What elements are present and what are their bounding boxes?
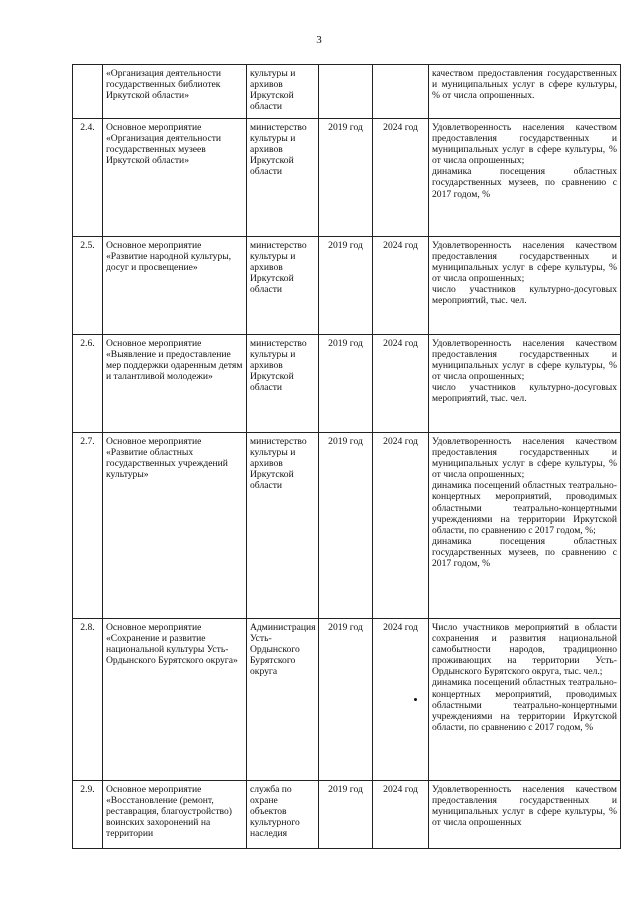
stray-dot-mark [414,698,417,701]
start-year: 2019 год [319,237,373,335]
table-body [73,65,621,849]
indicators [429,65,621,119]
indicator-text: число участников культурно-досуговых мероприятий, тыс. чел. [432,382,617,405]
executor: министерство культуры и архивов Иркутской области [247,335,319,433]
start-year: 2019 год [319,619,373,781]
indicator-text: динамика посещений областных театрально-концертных мероприятий, проводимых областными театрально-концертными учреждениями на территории Иркутской области, по сравнению с 2017 годом, %; [432,480,617,536]
executor: министерство культуры и архивов Иркутской области [247,119,319,237]
indicators [429,619,621,781]
end-year: 2024 год [373,119,429,237]
row-number: 2.5. [73,237,103,335]
start-year: 2019 год [319,335,373,433]
end-year: 2024 год [373,237,429,335]
table-row [73,619,621,781]
indicator-text: Удовлетворенность населения качеством предоставления государственных и муниципальных услуг в сфере культуры, % от числа опрошенных; [432,240,617,285]
indicators [429,781,621,849]
indicators [429,237,621,335]
program-activities-table [72,64,621,849]
start-year: 2019 год [319,119,373,237]
start-year: 2019 год [319,433,373,619]
activity-name: Основное мероприятие «Организация деятельности государственных музеев Иркутской области» [103,119,247,237]
indicator-text: Удовлетворенность населения качеством предоставления государственных и муниципальных услуг в сфере культуры, % от числа опрошенных; [432,122,617,167]
start-year [319,65,373,119]
indicator-text: качеством предоставления государственных и муниципальных услуг в сфере культуры, % от числа опрошенных. [432,68,617,102]
row-number: 2.9. [73,781,103,849]
activity-name: Основное мероприятие «Сохранение и развитие национальной культуры Усть-Ордынского Бурятского округа» [103,619,247,781]
indicator-text: число участников культурно-досуговых мероприятий, тыс. чел. [432,284,617,307]
executor: министерство культуры и архивов Иркутской области [247,433,319,619]
end-year [373,65,429,119]
end-year: 2024 год [373,781,429,849]
row-number: 2.4. [73,119,103,237]
row-number: 2.7. [73,433,103,619]
end-year: 2024 год [373,335,429,433]
indicator-text: Удовлетворенность населения качеством предоставления государственных и муниципальных услуг в сфере культуры, % от числа опрошенных [432,784,617,829]
page-number: 3 [316,34,322,46]
indicator-text: динамика посещения областных государственных музеев, по сравнению с 2017 годом, % [432,166,617,200]
row-number: 2.6. [73,335,103,433]
indicators [429,335,621,433]
start-year: 2019 год [319,781,373,849]
end-year: 2024 год [373,619,429,781]
activity-name: «Организация деятельности государственных библиотек Иркутской области» [103,65,247,119]
indicator-text: Число участников мероприятий в области сохранения и развития национальной самобытности народов, традиционно проживающих на территории Усть-Ордынского Бурятского округа, тыс. чел.; [432,622,617,678]
table-row [73,237,621,335]
indicators [429,433,621,619]
row-number: 2.8. [73,619,103,781]
indicators [429,119,621,237]
activity-name: Основное мероприятие «Выявление и предоставление мер поддержки одаренным детям и талантливой молодежи» [103,335,247,433]
activity-name: Основное мероприятие «Развитие областных государственных учреждений культуры» [103,433,247,619]
table-row [73,119,621,237]
table-row [73,433,621,619]
end-year: 2024 год [373,433,429,619]
indicator-text: Удовлетворенность населения качеством предоставления государственных и муниципальных услуг в сфере культуры, % от числа опрошенных; [432,338,617,383]
activity-name: Основное мероприятие «Восстановление (ремонт, реставрация, благоустройство) воинских захоронений на территории [103,781,247,849]
indicator-text: Удовлетворенность населения качеством предоставления государственных и муниципальных услуг в сфере культуры, % от числа опрошенных; [432,436,617,481]
indicator-text: динамика посещения областных государственных музеев, по сравнению с 2017 годом, % [432,535,617,570]
executor: Администрация Усть-Ордынского Бурятского округа [247,619,319,781]
executor: служба по охране объектов культурного наследия [247,781,319,849]
table-row [73,335,621,433]
table-row [73,65,621,119]
activity-name: Основное мероприятие «Развитие народной культуры, досуг и просвещение» [103,237,247,335]
executor: министерство культуры и архивов Иркутской области [247,237,319,335]
indicator-text: динамика посещений областных театрально-концертных мероприятий, проводимых областными театрально-концертными учреждениями на территории Иркутской области, по сравнению с 2017 годом, % [432,677,617,733]
row-number [73,65,103,119]
table-row [73,781,621,849]
executor: культуры и архивов Иркутской области [247,65,319,119]
